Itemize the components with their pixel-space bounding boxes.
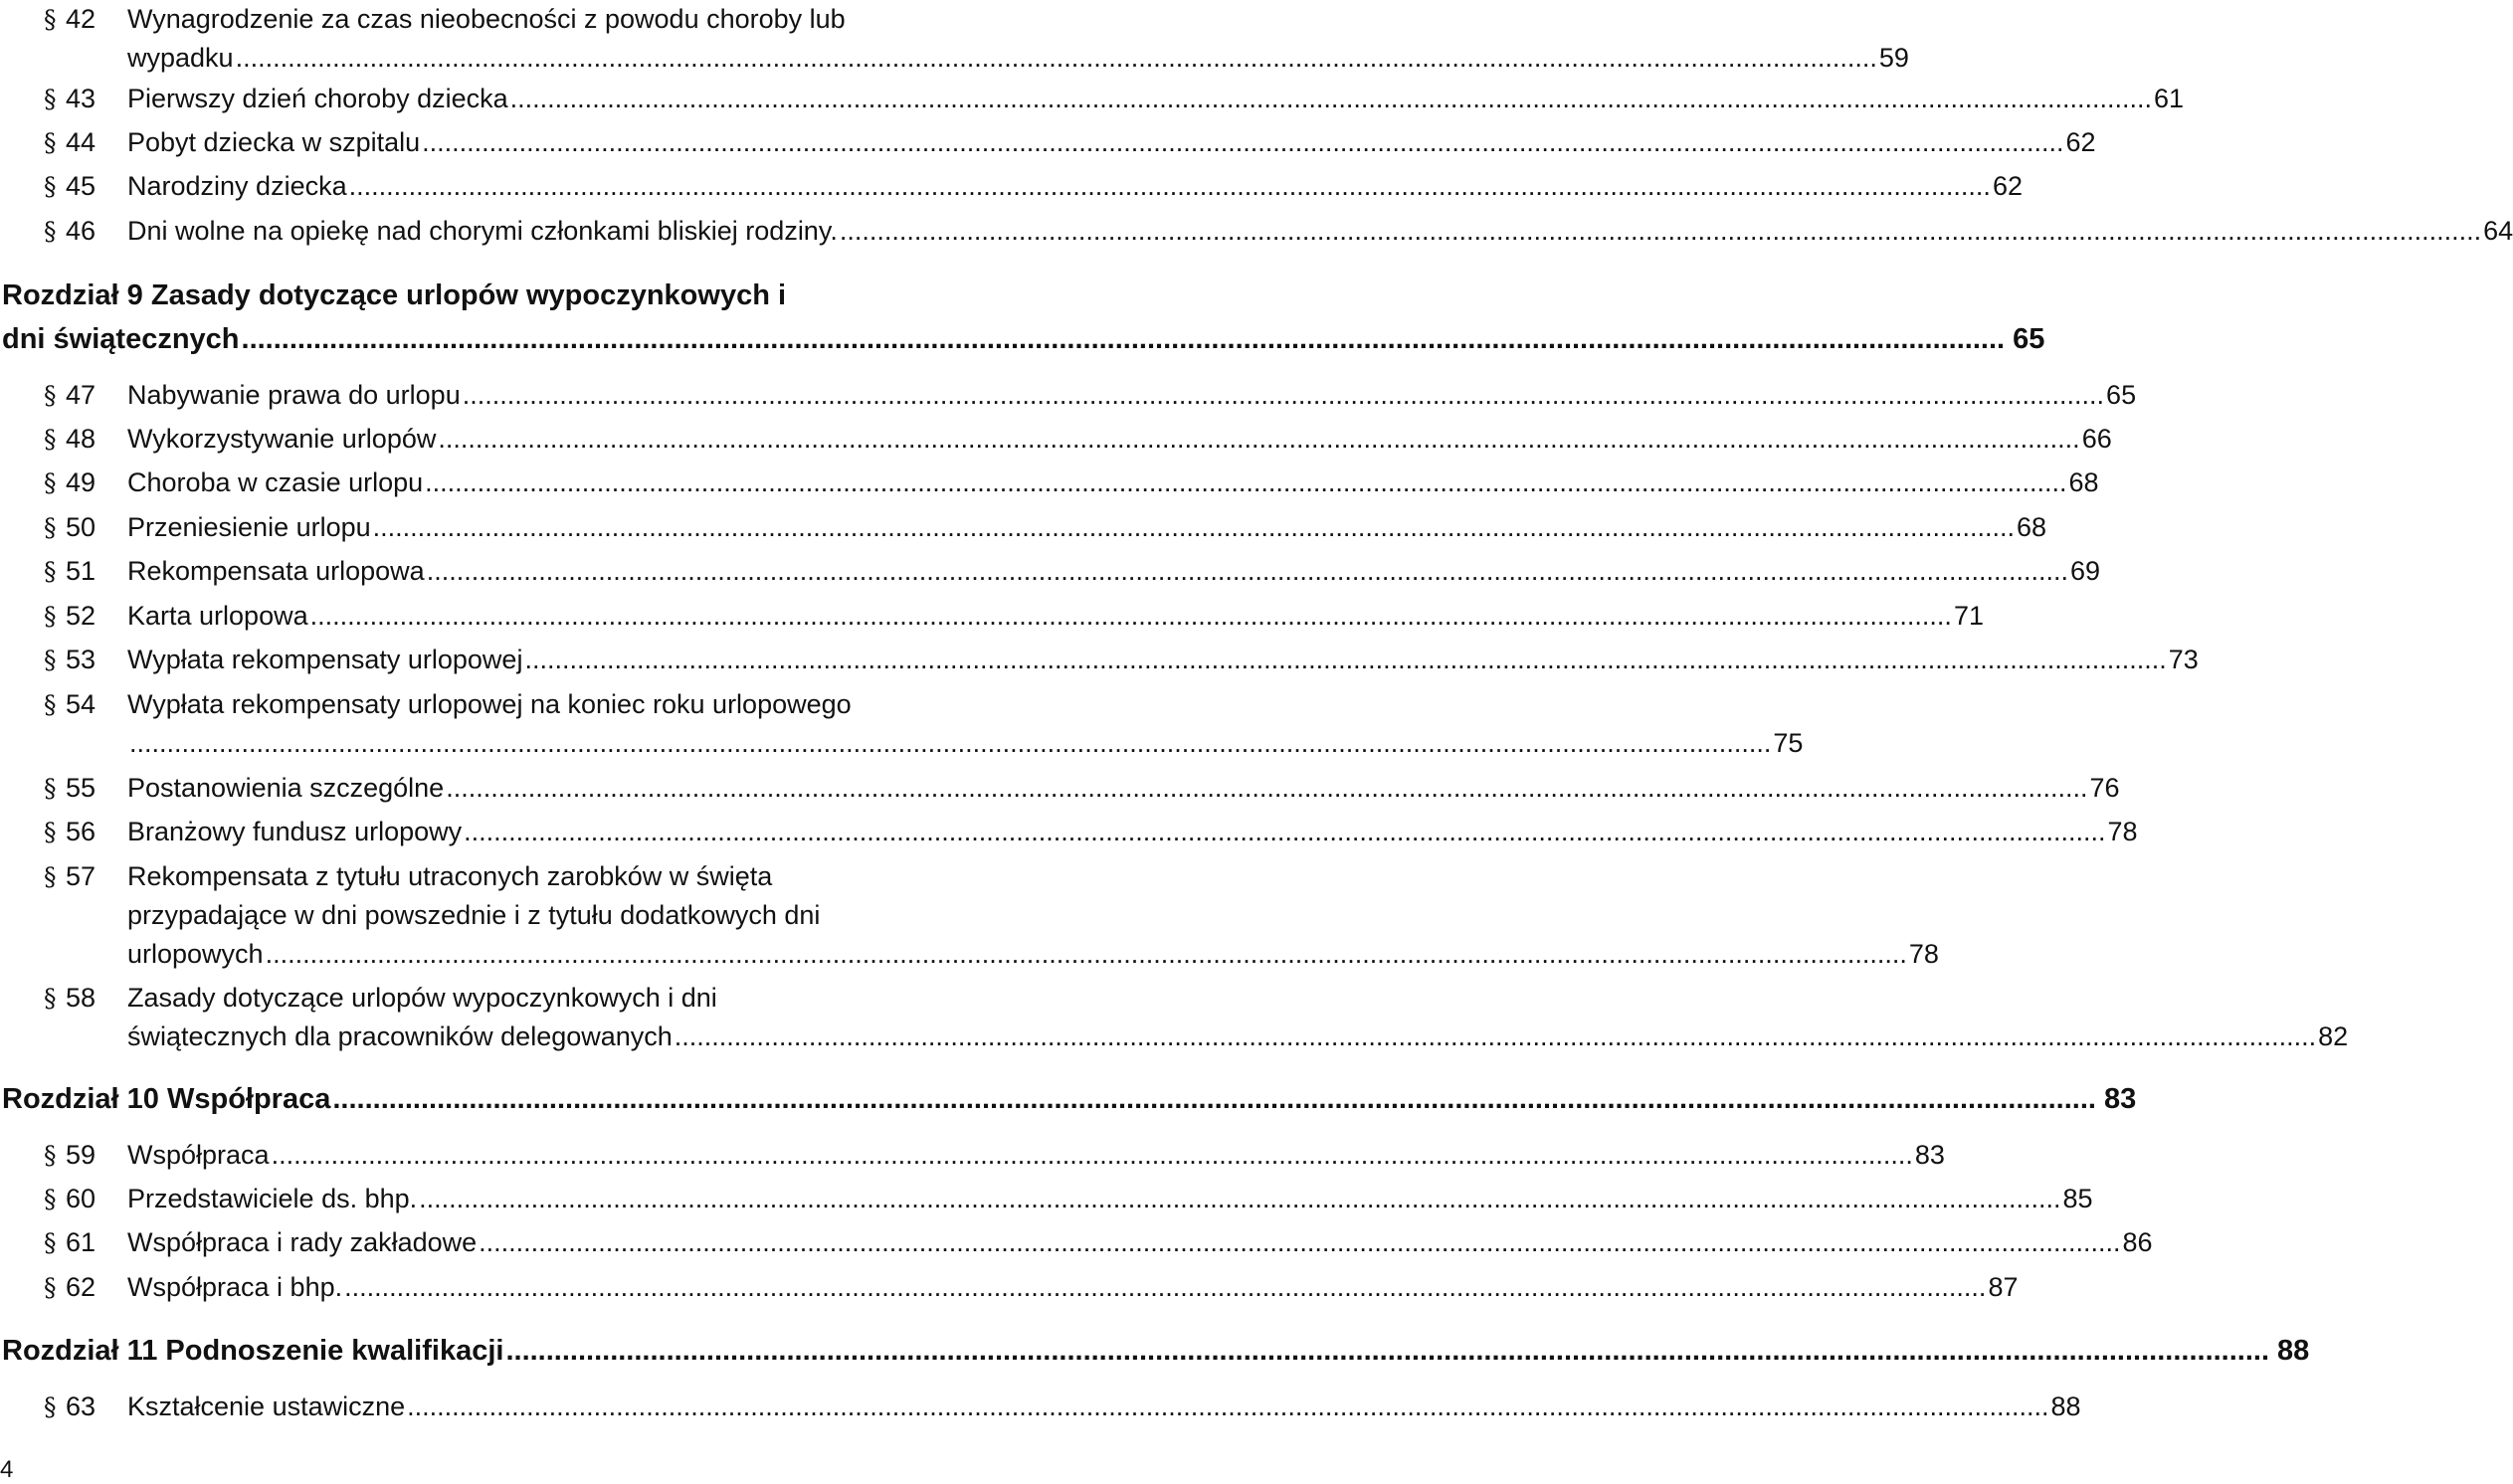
entry-line [127, 857, 955, 896]
entry-title: Kształcenie ustawiczne [127, 1391, 406, 1421]
page-ref: 61 [2154, 84, 2185, 113]
dot-leader: ............................................................................................................................................................................................................................ [479, 1227, 2121, 1257]
dot-leader: ............................................................................................................................................................................................................................ [438, 424, 2080, 454]
section-sign: § [44, 557, 57, 586]
page-ref: 88 [2050, 1391, 2081, 1421]
chapter-line [2, 317, 2045, 361]
page-ref: 78 [1908, 939, 1939, 969]
entry-title: Zasady dotyczące urlopów wypoczynkowych i dni [127, 983, 717, 1013]
section-number: 46 [66, 216, 97, 246]
dot-leader: ............................................................................................................................................................................................................................ [407, 1391, 2049, 1421]
section-sign: § [44, 1392, 57, 1421]
chapter-line [2, 1329, 2310, 1373]
section-number: 51 [66, 556, 97, 586]
entry-line [127, 1223, 2153, 1262]
entry-line [127, 1018, 2349, 1056]
entry-line [127, 1136, 1945, 1175]
section-sign: § [44, 85, 57, 113]
section-number: 57 [66, 861, 97, 891]
entry-line [127, 376, 2137, 415]
section-number: 59 [66, 1140, 97, 1170]
section-number: 60 [66, 1184, 97, 1213]
chapter-title: Rozdział 11 Podnoszenie kwalifikacji [2, 1335, 504, 1367]
section-number: 48 [66, 424, 97, 454]
entry-line [127, 80, 2185, 118]
entry-line [127, 979, 955, 1018]
page-ref: 64 [2483, 216, 2513, 246]
dot-leader: ............................................................................................................................................................................................................................ [419, 1184, 2061, 1213]
entry-line [127, 39, 1909, 78]
dot-leader: ............................................................................................................................................................................................................................ [348, 171, 1991, 201]
page-ref: 68 [2068, 467, 2099, 497]
section-number: 45 [66, 171, 97, 201]
entry-title: Karta urlopowa [127, 601, 308, 631]
section-number: 63 [66, 1391, 97, 1421]
page-ref: 88 [2277, 1335, 2310, 1367]
entry-line [127, 1180, 2093, 1218]
section-sign: § [44, 5, 57, 34]
section-sign: § [44, 381, 57, 410]
section-number: 49 [66, 467, 97, 497]
section-sign: § [44, 425, 57, 454]
page-ref: 85 [2062, 1184, 2093, 1213]
dot-leader: ............................................................................................................................................................................................................................ [265, 939, 1907, 969]
entry-title: wypadku [127, 43, 234, 73]
page-ref: 62 [2065, 127, 2096, 157]
page-ref: 73 [2168, 645, 2199, 674]
dot-leader: ............................................................................................................................................................................................................................ [426, 556, 2069, 586]
page-ref: 66 [2081, 424, 2112, 454]
section-sign: § [44, 1228, 57, 1257]
page-ref: 86 [2122, 1227, 2153, 1257]
page-ref: 76 [2089, 773, 2120, 803]
entry-line [127, 508, 2047, 547]
dot-leader: ............................................................................................................................................................................................................................ [524, 645, 2167, 674]
dot-leader: ............................................................................................................................................................................................................................ [425, 467, 2067, 497]
section-number: 43 [66, 84, 97, 113]
page-number: 4 [0, 1456, 14, 1483]
section-number: 58 [66, 983, 97, 1013]
page-ref: 59 [1878, 43, 1909, 73]
entry-line [127, 0, 955, 39]
dot-leader: ............................................................................................................................................................................................................................ [446, 773, 2088, 803]
dot-leader: ............................................................................................................................................................................................................................ [235, 43, 1877, 73]
entry-title: Branżowy fundusz urlopowy [127, 817, 463, 846]
entry-line [127, 464, 2099, 502]
section-sign: § [44, 602, 57, 631]
page-ref: 71 [1953, 601, 1984, 631]
entry-title: urlopowych [127, 939, 264, 969]
section-number: 62 [66, 1272, 97, 1302]
section-number: 56 [66, 817, 97, 846]
entry-title: przypadające w dni powszednie i z tytułu dodatkowych dni [127, 900, 821, 930]
entry-line [127, 724, 1804, 763]
entry-line [127, 685, 955, 724]
page-ref: 75 [1773, 728, 1804, 758]
entry-title: świątecznych dla pracowników delegowanych [127, 1021, 673, 1051]
chapter-line [2, 1077, 2137, 1121]
entry-title: Wynagrodzenie za czas nieobecności z powodu choroby lub [127, 4, 846, 34]
dot-leader: ............................................................................................................................................................................................................................ [344, 1272, 1987, 1302]
section-sign: § [44, 984, 57, 1013]
entry-title: Dni wolne na opiekę nad chorymi członkami bliskiej rodziny. [127, 216, 838, 246]
page-ref: 69 [2070, 556, 2101, 586]
section-number: 54 [66, 689, 97, 719]
section-number: 42 [66, 4, 97, 34]
entry-title: Wypłata rekompensaty urlopowej [127, 645, 523, 674]
page-ref: 83 [2103, 1083, 2137, 1115]
page-ref: 83 [1914, 1140, 1945, 1170]
dot-leader: ............................................................................................................................................................................................................................ [332, 1083, 2096, 1115]
entry-title: Współpraca i bhp. [127, 1272, 343, 1302]
entry-title: Rekompensata urlopowa [127, 556, 425, 586]
entry-line [127, 641, 2199, 679]
section-sign: § [44, 1185, 57, 1213]
section-number: 44 [66, 127, 97, 157]
section-sign: § [44, 217, 57, 246]
dot-leader: ............................................................................................................................................................................................................................ [674, 1021, 2317, 1051]
section-sign: § [44, 862, 57, 891]
entry-line [127, 167, 2023, 206]
entry-title: Pobyt dziecka w szpitalu [127, 127, 421, 157]
page-ref: 62 [1992, 171, 2023, 201]
entry-title: Przedstawiciele ds. bhp. [127, 1184, 418, 1213]
dot-leader: ............................................................................................................................................................................................................................ [241, 323, 2006, 355]
section-number: 50 [66, 512, 97, 542]
section-sign: § [44, 128, 57, 157]
section-sign: § [44, 468, 57, 497]
section-sign: § [44, 646, 57, 674]
page-ref: 65 [2106, 380, 2137, 410]
chapter-title: dni świątecznych [2, 323, 240, 355]
page-ref: 78 [2107, 817, 2138, 846]
dot-leader: ............................................................................................................................................................................................................................ [839, 216, 2482, 246]
section-sign: § [44, 1273, 57, 1302]
dot-leader: ............................................................................................................................................................................................................................ [464, 817, 2106, 846]
dot-leader: ............................................................................................................................................................................................................................ [422, 127, 2064, 157]
section-number: 55 [66, 773, 97, 803]
page-ref: 82 [2318, 1021, 2349, 1051]
dot-leader: ............................................................................................................................................................................................................................ [309, 601, 1952, 631]
entry-line [127, 813, 2138, 851]
section-number: 52 [66, 601, 97, 631]
entry-title: Postanowienia szczególne [127, 773, 445, 803]
entry-title: Choroba w czasie urlopu [127, 467, 424, 497]
entry-line [127, 1388, 2081, 1426]
entry-line [127, 935, 1939, 974]
section-number: 61 [66, 1227, 97, 1257]
section-sign: § [44, 172, 57, 201]
entry-title: Rekompensata z tytułu utraconych zarobków w święta [127, 861, 773, 891]
chapter-title: Rozdział 9 Zasady dotyczące urlopów wypoczynkowych i [2, 279, 787, 311]
entry-line [127, 552, 2101, 591]
entry-line [127, 123, 2096, 162]
dot-leader: ............................................................................................................................................................................................................................ [462, 380, 2105, 410]
chapter-title: Rozdział 10 Współpraca [2, 1083, 331, 1115]
dot-leader: ............................................................................................................................................................................................................................ [509, 84, 2152, 113]
dot-leader: ............................................................................................................................................................................................................................ [372, 512, 2015, 542]
entry-title: Narodziny dziecka [127, 171, 347, 201]
entry-line [127, 1268, 2019, 1307]
page-ref: 68 [2016, 512, 2047, 542]
entry-title: Współpraca [127, 1140, 270, 1170]
entry-title: Przeniesienie urlopu [127, 512, 371, 542]
section-sign: § [44, 1141, 57, 1170]
section-sign: § [44, 513, 57, 542]
section-sign: § [44, 690, 57, 719]
section-number: 53 [66, 645, 97, 674]
section-number: 47 [66, 380, 97, 410]
page-ref: 87 [1988, 1272, 2019, 1302]
entry-line [127, 769, 2120, 808]
section-sign: § [44, 774, 57, 803]
entry-line [127, 597, 1984, 636]
entry-title: Pierwszy dzień choroby dziecka [127, 84, 508, 113]
page-ref: 65 [2013, 323, 2045, 355]
entry-line [127, 896, 955, 935]
entry-title: Nabywanie prawa do urlopu [127, 380, 461, 410]
entry-title: Wypłata rekompensaty urlopowej na koniec roku urlopowego [127, 689, 852, 719]
entry-title: Wykorzystywanie urlopów [127, 424, 437, 454]
dot-leader: ............................................................................................................................................................................................................................ [271, 1140, 1913, 1170]
entry-line [127, 420, 2112, 459]
section-sign: § [44, 818, 57, 846]
entry-title: Współpraca i rady zakładowe [127, 1227, 478, 1257]
entry-line [127, 212, 2513, 251]
dot-leader: ............................................................................................................................................................................................................................ [505, 1335, 2270, 1367]
dot-leader: ............................................................................................................................................................................................................................ [129, 728, 1772, 758]
chapter-line [2, 274, 947, 317]
